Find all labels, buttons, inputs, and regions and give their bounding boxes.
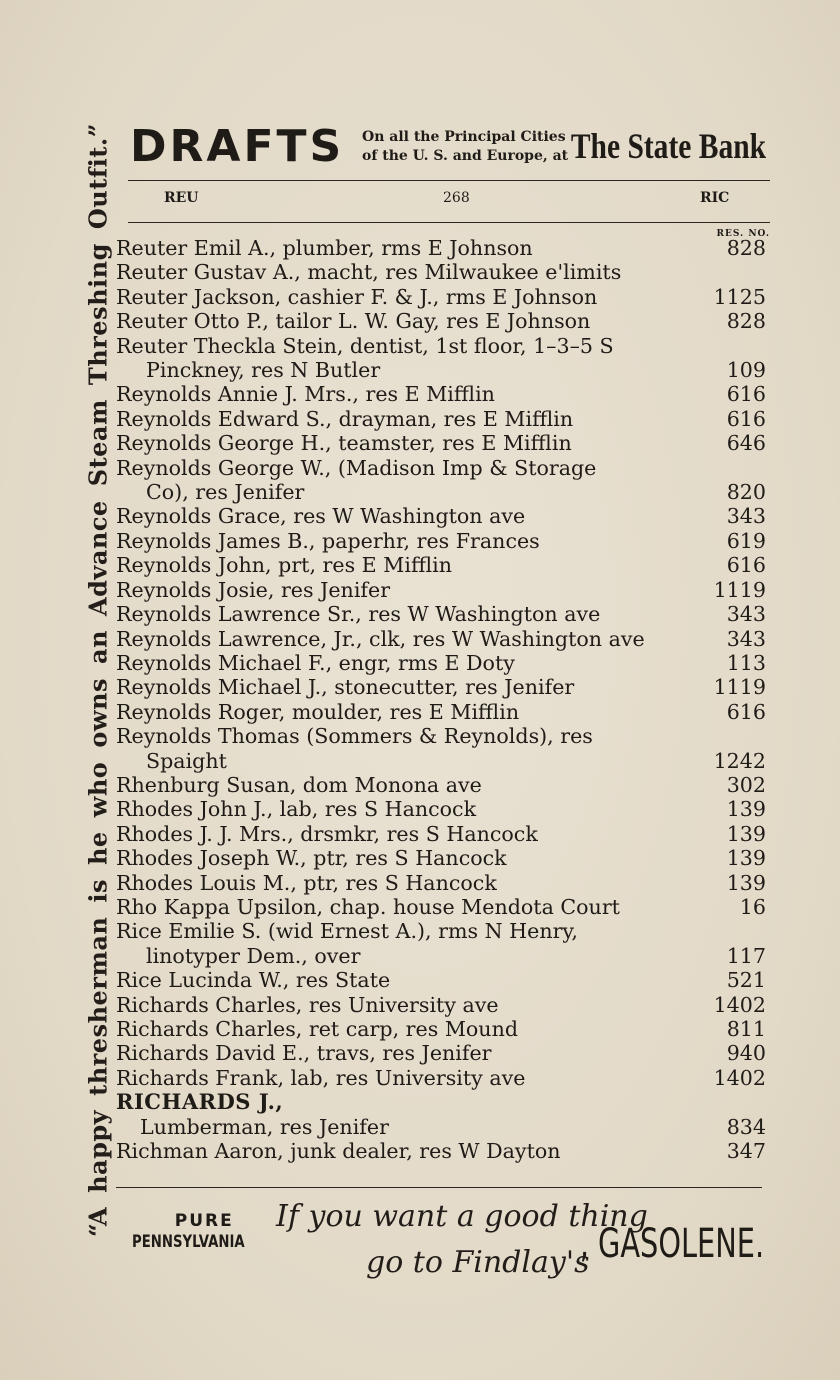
directory-entry: [116, 773, 768, 797]
residence-number: 1119: [713, 577, 766, 602]
gasolene-text: , GASOLENE.: [579, 1221, 764, 1267]
directory-entry: [116, 993, 768, 1017]
entry-name-line: Reuter Emil A., plumber, rms E Johnson: [116, 236, 533, 260]
residence-number: 828: [726, 236, 766, 260]
residence-number: 343: [726, 626, 766, 651]
entry-continuation-line: Pinckney, res N Butler: [146, 358, 381, 383]
pure-pennsylvania-label: [132, 1213, 276, 1251]
directory-entry: [116, 431, 768, 455]
residence-number: 139: [726, 870, 766, 895]
entry-name-line: Reynolds Roger, moulder, res E Mifflin: [116, 699, 520, 724]
entry-name-line: Reynolds Michael J., stonecutter, res Jenifer: [116, 675, 575, 700]
directory-entry: [116, 895, 768, 919]
directory-entry: [116, 504, 768, 528]
side-slogan-word: Advance: [83, 500, 113, 617]
side-slogan-word: Steam: [83, 399, 113, 487]
residence-number: 1125: [713, 284, 766, 309]
entry-name-line: Reynolds John, prt, res E Mifflin: [116, 553, 453, 578]
entry-name-line: Richards Charles, ret carp, res Mound: [116, 1017, 519, 1041]
directory-entry: [116, 1017, 768, 1041]
residence-number: 1119: [713, 675, 766, 700]
side-slogan-word: thresherman: [83, 916, 113, 1096]
directory-entry: [116, 285, 768, 309]
residence-number: 521: [726, 968, 766, 993]
entry-name-line: Reuter Gustav A., macht, res Milwaukee e'limits: [116, 260, 622, 285]
residence-number: 616: [726, 382, 766, 407]
script-line-2: go to Findlay's: [366, 1245, 590, 1280]
entry-name-line: Reynolds Thomas (Sommers & Reynolds), res: [116, 724, 593, 749]
directory-entry: [116, 456, 768, 505]
entry-name-line: Reynolds George W., (Madison Imp & Storage: [116, 455, 597, 480]
residence-number: 302: [726, 772, 766, 797]
side-slogan-word: “A: [83, 1206, 113, 1238]
directory-entry: [116, 846, 768, 870]
residence-number: 16: [739, 894, 766, 919]
entry-name-line: Reuter Jackson, cashier F. & J., rms E Johnson: [116, 284, 598, 309]
directory-entry: [116, 602, 768, 626]
residence-number: 1402: [713, 992, 766, 1017]
entry-name-line: Reynolds Lawrence Sr., res W Washington ave: [116, 602, 601, 627]
entry-name-line: Reynolds Edward S., drayman, res E Mifflin: [116, 406, 574, 431]
residence-number: 113: [726, 650, 766, 675]
directory-entry: [116, 578, 768, 602]
residence-number: 343: [726, 602, 766, 627]
directory-entry: [116, 675, 768, 699]
bank-name: The State Bank: [570, 126, 766, 166]
entry-name-line: Reynolds James B., paperhr, res Frances: [116, 528, 540, 553]
entry-name-line: Rhodes John J., lab, res S Hancock: [116, 797, 477, 822]
directory-entry: [116, 236, 768, 260]
residence-number: 616: [726, 699, 766, 724]
entry-name-line: Rho Kappa Upsilon, chap. house Mendota Court: [116, 894, 620, 919]
directory-entry: [116, 822, 768, 846]
drafts-subtext: [362, 128, 568, 166]
entry-name-line: Reynolds Grace, res W Washington ave: [116, 504, 526, 529]
residence-number: 811: [726, 1017, 766, 1041]
footer-rule: [116, 1187, 762, 1188]
directory-entry: [116, 1115, 768, 1139]
side-slogan: [84, 116, 113, 1244]
directory-entry: [116, 919, 768, 968]
residence-number: 347: [726, 1139, 766, 1164]
entry-name-line: RICHARDS J.,: [116, 1090, 284, 1115]
side-slogan-word: who: [83, 761, 113, 818]
directory-entry: [116, 968, 768, 992]
page-number: 268: [443, 190, 470, 206]
residence-number: 343: [726, 504, 766, 529]
side-slogan-word: Outfit.”: [83, 122, 113, 230]
entry-name-line: Rhodes J. J. Mrs., drsmkr, res S Hancock: [116, 821, 538, 846]
entry-name-line: Rhodes Louis M., ptr, res S Hancock: [116, 870, 497, 895]
pure-text: PURE: [174, 1211, 234, 1231]
entry-name-line: Richards Frank, lab, res University ave: [116, 1065, 526, 1090]
header-rule-bottom: [128, 222, 770, 223]
directory-entry: [116, 627, 768, 651]
entry-name-line: Reuter Theckla Stein, dentist, 1st floor, 1–3–5 S: [116, 333, 614, 358]
residence-number: 109: [726, 358, 766, 383]
side-slogan-word: is: [83, 879, 113, 903]
entry-name-line: Lumberman, res Jenifer: [140, 1114, 389, 1139]
directory-entry: [116, 1041, 768, 1065]
side-slogan-word: owns: [83, 678, 113, 748]
directory-entry: [116, 407, 768, 431]
residence-number: 117: [726, 943, 766, 968]
residence-number: 828: [726, 309, 766, 334]
running-head-right: RIC: [700, 190, 730, 206]
directory-entry: [116, 382, 768, 406]
script-line-1: If you want a good thing: [276, 1199, 648, 1234]
directory-entry: [116, 797, 768, 821]
entry-continuation-line: Spaight: [146, 748, 227, 773]
directory-entry: [116, 871, 768, 895]
directory-entry: [116, 334, 768, 383]
drafts-subtext-line2: of the U. S. and Europe, at: [362, 148, 569, 164]
entry-name-line: Richman Aaron, junk dealer, res W Dayton: [116, 1139, 561, 1164]
directory-entry: [116, 260, 768, 284]
residence-number: 139: [726, 821, 766, 846]
side-slogan-word: Threshing: [83, 243, 113, 386]
residence-number: 940: [726, 1041, 766, 1066]
entry-name-line: Rhenburg Susan, dom Monona ave: [116, 772, 482, 797]
entry-name-line: Reynolds Annie J. Mrs., res E Mifflin: [116, 382, 495, 407]
residence-number: 139: [726, 846, 766, 871]
entry-name-line: Reynolds Josie, res Jenifer: [116, 577, 391, 602]
entry-name-line: Reynolds Michael F., engr, rms E Doty: [116, 650, 515, 675]
entry-name-line: Reuter Otto P., tailor L. W. Gay, res E Johnson: [116, 309, 591, 334]
directory-entry: [116, 309, 768, 333]
entry-name-line: Reynolds Lawrence, Jr., clk, res W Washington ave: [116, 626, 645, 651]
residence-number: 616: [726, 406, 766, 431]
residence-number: 139: [726, 797, 766, 822]
directory-entry: [116, 651, 768, 675]
running-head-left: REU: [164, 190, 199, 206]
directory-listing: [116, 236, 768, 1163]
directory-entry: [116, 724, 768, 773]
side-slogan-word: happy: [83, 1109, 113, 1193]
entry-name-line: Rice Lucinda W., res State: [116, 968, 391, 993]
residence-number: 1242: [713, 748, 766, 773]
side-slogan-word: he: [83, 831, 113, 866]
side-slogan-word: an: [83, 630, 113, 665]
residence-number: 619: [726, 528, 766, 553]
entry-name-line: Richards Charles, res University ave: [116, 992, 499, 1017]
residence-number: 834: [726, 1114, 766, 1139]
directory-entry: [116, 700, 768, 724]
directory-entry: [116, 553, 768, 577]
residence-number-label: RES. NO.: [716, 229, 770, 239]
entry-continuation-line: Co), res Jenifer: [146, 480, 305, 505]
residence-number: 646: [726, 431, 766, 456]
directory-entry: [116, 1139, 768, 1163]
entry-name-line: Richards David E., travs, res Jenifer: [116, 1041, 492, 1066]
directory-entry: [116, 1066, 768, 1090]
residence-number: 616: [726, 553, 766, 578]
pennsylvania-text: PENNSYLVANIA: [132, 1232, 245, 1252]
drafts-heading: DRAFTS: [130, 121, 345, 172]
directory-entry: [116, 529, 768, 553]
residence-number: 1402: [713, 1065, 766, 1090]
directory-entry: [116, 1090, 768, 1114]
entry-name-line: Rhodes Joseph W., ptr, res S Hancock: [116, 846, 507, 871]
entry-name-line: Reynolds George H., teamster, res E Mifflin: [116, 431, 572, 456]
entry-continuation-line: linotyper Dem., over: [146, 943, 361, 968]
header-rule-top: [128, 180, 770, 181]
drafts-subtext-line1: On all the Principal Cities: [362, 129, 566, 145]
residence-number: 820: [726, 480, 766, 505]
entry-name-line: Rice Emilie S. (wid Ernest A.), rms N Henry,: [116, 919, 578, 944]
header-advertisement: [130, 122, 770, 172]
